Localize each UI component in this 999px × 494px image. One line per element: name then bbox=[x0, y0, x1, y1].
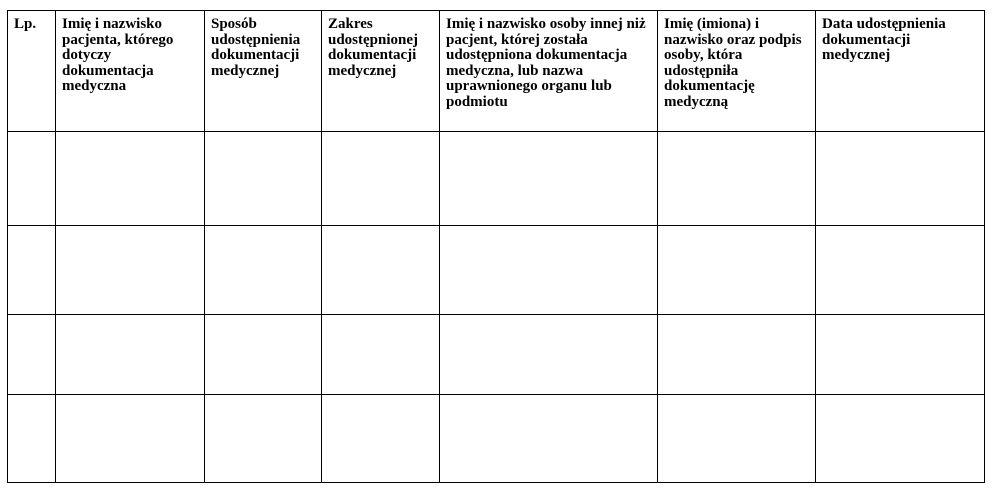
table-cell[interactable] bbox=[8, 226, 56, 315]
documentation-register-table bbox=[7, 10, 985, 483]
table-cell[interactable] bbox=[440, 315, 658, 395]
table-cell[interactable] bbox=[205, 395, 322, 483]
header-sharer-name-signature: Imię (imiona) i nazwisko oraz podpis osoby, która udostępniła dokumentację medyczną bbox=[658, 11, 816, 132]
header-lp: Lp. bbox=[8, 11, 56, 132]
header-sharing-scope: Zakres udostępnionej dokumentacji medycznej bbox=[322, 11, 440, 132]
table-cell[interactable] bbox=[205, 226, 322, 315]
table-row bbox=[8, 395, 985, 483]
table-row bbox=[8, 132, 985, 226]
table-cell[interactable] bbox=[322, 132, 440, 226]
table-cell[interactable] bbox=[440, 395, 658, 483]
table-cell[interactable] bbox=[658, 132, 816, 226]
table-cell[interactable] bbox=[816, 315, 985, 395]
table-cell[interactable] bbox=[8, 395, 56, 483]
header-sharing-method: Sposób udostępnienia dokumentacji medycznej bbox=[205, 11, 322, 132]
table-cell[interactable] bbox=[816, 132, 985, 226]
table-header-row bbox=[8, 11, 985, 132]
table-cell[interactable] bbox=[816, 226, 985, 315]
table-cell[interactable] bbox=[205, 132, 322, 226]
table-cell[interactable] bbox=[322, 395, 440, 483]
header-recipient-name: Imię i nazwisko osoby innej niż pacjent, której została udostępniona dokumentacja medyczna, lub nazwa uprawnionego organu lub podmiotu bbox=[440, 11, 658, 132]
header-patient-name: Imię i nazwisko pacjenta, którego dotyczy dokumentacja medyczna bbox=[56, 11, 205, 132]
header-sharing-date: Data udostępnienia dokumentacji medycznej bbox=[816, 11, 985, 132]
table-cell[interactable] bbox=[658, 395, 816, 483]
table-cell[interactable] bbox=[440, 226, 658, 315]
table-row bbox=[8, 315, 985, 395]
table-cell[interactable] bbox=[56, 226, 205, 315]
table-cell[interactable] bbox=[658, 315, 816, 395]
table-cell[interactable] bbox=[322, 226, 440, 315]
table-cell[interactable] bbox=[658, 226, 816, 315]
table-cell[interactable] bbox=[56, 315, 205, 395]
table-cell[interactable] bbox=[8, 315, 56, 395]
table-cell[interactable] bbox=[56, 395, 205, 483]
table-cell[interactable] bbox=[322, 315, 440, 395]
table-cell[interactable] bbox=[440, 132, 658, 226]
table-cell[interactable] bbox=[816, 395, 985, 483]
table-row bbox=[8, 226, 985, 315]
table-cell[interactable] bbox=[205, 315, 322, 395]
table-cell[interactable] bbox=[8, 132, 56, 226]
table-cell[interactable] bbox=[56, 132, 205, 226]
